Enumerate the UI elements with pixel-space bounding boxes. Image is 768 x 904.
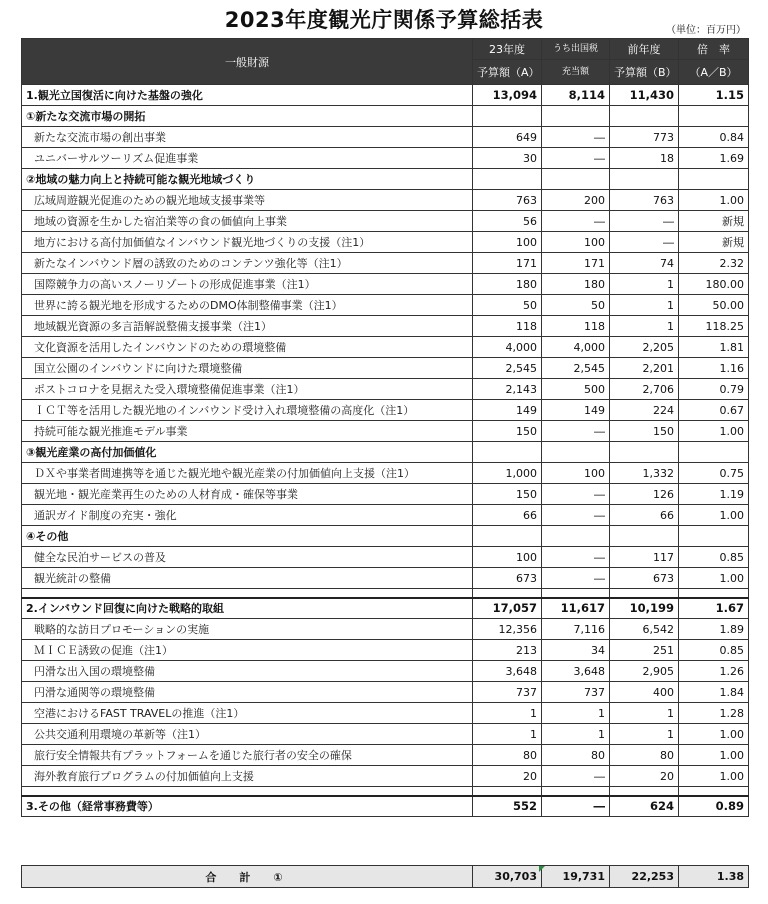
item-label: 地方における高付加価値なインバウンド観光地づくりの支援（注1） xyxy=(22,232,473,253)
departure-tax-amount: 737 xyxy=(542,682,610,703)
item-label: 新たなインバウンド層の誘致のためのコンテンツ強化等（注1） xyxy=(22,253,473,274)
fy23-budget: 80 xyxy=(473,745,542,766)
subsection-row xyxy=(22,106,749,127)
fy23-budget: 3,648 xyxy=(473,661,542,682)
prev-year-budget: 150 xyxy=(610,421,679,442)
departure-tax-amount: 7,116 xyxy=(542,619,610,640)
spacer-row xyxy=(22,589,749,598)
empty-cell xyxy=(473,526,542,547)
ratio: 1.00 xyxy=(679,190,749,211)
budget-table xyxy=(21,38,749,817)
prev-year-budget: 126 xyxy=(610,484,679,505)
subsection-label: ④その他 xyxy=(22,526,473,547)
item-label: 海外教育旅行プログラムの付加価値向上支援 xyxy=(22,766,473,787)
departure-tax-amount: 4,000 xyxy=(542,337,610,358)
item-label: 旅行安全情報共有プラットフォームを通じた旅行者の安全の確保 xyxy=(22,745,473,766)
header-fy23-bottom: 予算額（A） xyxy=(473,60,542,85)
ratio: 50.00 xyxy=(679,295,749,316)
prev-year-budget: 673 xyxy=(610,568,679,589)
empty-cell xyxy=(542,169,610,190)
ratio: 1.00 xyxy=(679,421,749,442)
prev-year-budget: 1,332 xyxy=(610,463,679,484)
departure-tax-amount: 11,617 xyxy=(542,598,610,619)
section-row xyxy=(22,598,749,619)
spacer-cell xyxy=(22,787,473,796)
departure-tax-amount: 1 xyxy=(542,703,610,724)
table-row xyxy=(22,190,749,211)
spacer-cell xyxy=(542,589,610,598)
prev-year-budget: 1 xyxy=(610,274,679,295)
prev-year-budget: 2,905 xyxy=(610,661,679,682)
departure-tax-amount: 171 xyxy=(542,253,610,274)
ratio: 1.28 xyxy=(679,703,749,724)
fy23-budget: 649 xyxy=(473,127,542,148)
empty-cell xyxy=(473,442,542,463)
fy23-budget: 180 xyxy=(473,274,542,295)
cell-comment-marker xyxy=(539,866,545,872)
departure-tax-amount: 34 xyxy=(542,640,610,661)
total-row xyxy=(22,866,749,888)
table-row xyxy=(22,463,749,484)
item-label: 広域周遊観光促進のための観光地域支援事業等 xyxy=(22,190,473,211)
table-row xyxy=(22,337,749,358)
prev-year-budget: 1 xyxy=(610,703,679,724)
section-row xyxy=(22,796,749,817)
spacer-cell xyxy=(473,787,542,796)
ratio: 180.00 xyxy=(679,274,749,295)
table-row xyxy=(22,619,749,640)
departure-tax-amount: ― xyxy=(542,505,610,526)
departure-tax-amount: ― xyxy=(542,211,610,232)
table-row xyxy=(22,766,749,787)
header-prev-top: 前年度 xyxy=(610,39,679,60)
header-general-fund: 一般財源 xyxy=(22,39,473,85)
total-ratio: 1.38 xyxy=(679,866,749,888)
departure-tax-amount: 1 xyxy=(542,724,610,745)
spacer-row xyxy=(22,787,749,796)
total-table xyxy=(21,865,749,888)
section-label: 2.インバウンド回復に向けた戦略的取組 xyxy=(22,598,473,619)
section-label: 3.その他（経常事務費等） xyxy=(22,796,473,817)
fy23-budget: 737 xyxy=(473,682,542,703)
departure-tax-amount: 100 xyxy=(542,463,610,484)
prev-year-budget: 11,430 xyxy=(610,85,679,106)
departure-tax-amount: 149 xyxy=(542,400,610,421)
total-fy23: 30,703 xyxy=(473,866,542,888)
spacer-cell xyxy=(22,589,473,598)
spacer-cell xyxy=(542,787,610,796)
fy23-budget: 213 xyxy=(473,640,542,661)
ratio: 1.00 xyxy=(679,568,749,589)
prev-year-budget: 400 xyxy=(610,682,679,703)
prev-year-budget: 18 xyxy=(610,148,679,169)
fy23-budget: 1,000 xyxy=(473,463,542,484)
table-row xyxy=(22,421,749,442)
fy23-budget: 118 xyxy=(473,316,542,337)
prev-year-budget: 2,706 xyxy=(610,379,679,400)
table-row xyxy=(22,640,749,661)
fy23-budget: 1 xyxy=(473,724,542,745)
ratio: 1.19 xyxy=(679,484,749,505)
section-row xyxy=(22,85,749,106)
departure-tax-amount: 118 xyxy=(542,316,610,337)
item-label: 世界に誇る観光地を形成するためのDMO体制整備事業（注1） xyxy=(22,295,473,316)
empty-cell xyxy=(679,442,749,463)
table-row xyxy=(22,547,749,568)
prev-year-budget: 2,201 xyxy=(610,358,679,379)
total-label: 合 計 ① xyxy=(22,866,473,888)
fy23-budget: 2,143 xyxy=(473,379,542,400)
prev-year-budget: 80 xyxy=(610,745,679,766)
fy23-budget: 552 xyxy=(473,796,542,817)
table-row xyxy=(22,682,749,703)
spacer-cell xyxy=(679,589,749,598)
header-tax-bottom: 充当額 xyxy=(542,60,610,85)
item-label: ユニバーサルツーリズム促進事業 xyxy=(22,148,473,169)
departure-tax-amount: 8,114 xyxy=(542,85,610,106)
ratio: 0.84 xyxy=(679,127,749,148)
subsection-label: ③観光産業の高付加価値化 xyxy=(22,442,473,463)
item-label: 公共交通利用環境の革新等（注1） xyxy=(22,724,473,745)
item-label: 空港におけるFAST TRAVELの推進（注1） xyxy=(22,703,473,724)
prev-year-budget: 1 xyxy=(610,316,679,337)
ratio: 2.32 xyxy=(679,253,749,274)
departure-tax-amount: ― xyxy=(542,421,610,442)
table-row xyxy=(22,745,749,766)
fy23-budget: 2,545 xyxy=(473,358,542,379)
fy23-budget: 50 xyxy=(473,295,542,316)
empty-cell xyxy=(610,106,679,127)
empty-cell xyxy=(679,169,749,190)
prev-year-budget: 20 xyxy=(610,766,679,787)
table-row xyxy=(22,211,749,232)
ratio: 新規 xyxy=(679,232,749,253)
table-row xyxy=(22,148,749,169)
item-label: 戦略的な訪日プロモーションの実施 xyxy=(22,619,473,640)
header-ratio-bottom: （A／B） xyxy=(679,60,749,85)
page-title: 2023年度観光庁関係予算総括表 xyxy=(224,8,544,32)
ratio: 1.81 xyxy=(679,337,749,358)
subsection-row xyxy=(22,442,749,463)
prev-year-budget: 74 xyxy=(610,253,679,274)
fy23-budget: 66 xyxy=(473,505,542,526)
section-label: 1.観光立国復活に向けた基盤の強化 xyxy=(22,85,473,106)
departure-tax-amount: ― xyxy=(542,484,610,505)
ratio: 1.00 xyxy=(679,505,749,526)
fy23-budget: 673 xyxy=(473,568,542,589)
fy23-budget: 763 xyxy=(473,190,542,211)
item-label: 国立公園のインバウンドに向けた環境整備 xyxy=(22,358,473,379)
subsection-label: ①新たな交流市場の開拓 xyxy=(22,106,473,127)
ratio: 0.89 xyxy=(679,796,749,817)
prev-year-budget: 1 xyxy=(610,724,679,745)
empty-cell xyxy=(610,526,679,547)
departure-tax-amount: ― xyxy=(542,127,610,148)
table-row xyxy=(22,505,749,526)
prev-year-budget: 224 xyxy=(610,400,679,421)
empty-cell xyxy=(542,526,610,547)
item-label: 健全な民泊サービスの普及 xyxy=(22,547,473,568)
ratio: 1.15 xyxy=(679,85,749,106)
fy23-budget: 4,000 xyxy=(473,337,542,358)
item-label: 観光統計の整備 xyxy=(22,568,473,589)
ratio: 1.84 xyxy=(679,682,749,703)
table-row xyxy=(22,703,749,724)
prev-year-budget: 251 xyxy=(610,640,679,661)
ratio: 0.85 xyxy=(679,640,749,661)
table-row xyxy=(22,253,749,274)
fy23-budget: 149 xyxy=(473,400,542,421)
total-tax: 19,731 xyxy=(542,866,610,888)
table-row xyxy=(22,274,749,295)
table-row xyxy=(22,232,749,253)
ratio: 1.16 xyxy=(679,358,749,379)
fy23-budget: 100 xyxy=(473,547,542,568)
prev-year-budget: 10,199 xyxy=(610,598,679,619)
prev-year-budget: 6,542 xyxy=(610,619,679,640)
prev-year-budget: 2,205 xyxy=(610,337,679,358)
departure-tax-amount: ― xyxy=(542,766,610,787)
fy23-budget: 12,356 xyxy=(473,619,542,640)
departure-tax-amount: 200 xyxy=(542,190,610,211)
departure-tax-amount: 2,545 xyxy=(542,358,610,379)
prev-year-budget: ― xyxy=(610,232,679,253)
fy23-budget: 13,094 xyxy=(473,85,542,106)
table-row xyxy=(22,358,749,379)
fy23-budget: 100 xyxy=(473,232,542,253)
spacer-cell xyxy=(679,787,749,796)
header-ratio-top: 倍 率 xyxy=(679,39,749,60)
item-label: 新たな交流市場の創出事業 xyxy=(22,127,473,148)
ratio: 1.26 xyxy=(679,661,749,682)
ratio: 0.85 xyxy=(679,547,749,568)
item-label: 通訳ガイド制度の充実・強化 xyxy=(22,505,473,526)
fy23-budget: 150 xyxy=(473,484,542,505)
header-tax-top: うち出国税 xyxy=(542,39,610,60)
empty-cell xyxy=(542,106,610,127)
empty-cell xyxy=(679,106,749,127)
total-prev: 22,253 xyxy=(610,866,679,888)
prev-year-budget: 763 xyxy=(610,190,679,211)
header-row xyxy=(22,39,749,60)
prev-year-budget: 624 xyxy=(610,796,679,817)
fy23-budget: 17,057 xyxy=(473,598,542,619)
header-fy23-top: 23年度 xyxy=(473,39,542,60)
item-label: 持続可能な観光推進モデル事業 xyxy=(22,421,473,442)
item-label: 円滑な出入国の環境整備 xyxy=(22,661,473,682)
ratio: 0.79 xyxy=(679,379,749,400)
empty-cell xyxy=(542,442,610,463)
subsection-label: ②地域の魅力向上と持続可能な観光地域づくり xyxy=(22,169,473,190)
fy23-budget: 56 xyxy=(473,211,542,232)
table-row xyxy=(22,400,749,421)
spacer-cell xyxy=(473,589,542,598)
fy23-budget: 171 xyxy=(473,253,542,274)
table-row xyxy=(22,484,749,505)
header-prev-bottom: 予算額（B） xyxy=(610,60,679,85)
item-label: ＤＸや事業者間連携等を通じた観光地や観光産業の付加価値向上支援（注1） xyxy=(22,463,473,484)
ratio: 新規 xyxy=(679,211,749,232)
item-label: 地域の資源を生かした宿泊業等の食の価値向上事業 xyxy=(22,211,473,232)
ratio: 0.75 xyxy=(679,463,749,484)
item-label: 国際競争力の高いスノーリゾートの形成促進事業（注1） xyxy=(22,274,473,295)
item-label: 文化資源を活用したインバウンドのための環境整備 xyxy=(22,337,473,358)
table-row xyxy=(22,724,749,745)
empty-cell xyxy=(679,526,749,547)
empty-cell xyxy=(473,169,542,190)
departure-tax-amount: 500 xyxy=(542,379,610,400)
departure-tax-amount: ― xyxy=(542,796,610,817)
departure-tax-amount: ― xyxy=(542,148,610,169)
empty-cell xyxy=(473,106,542,127)
spacer-cell xyxy=(610,589,679,598)
table-row xyxy=(22,316,749,337)
fy23-budget: 30 xyxy=(473,148,542,169)
departure-tax-amount: 50 xyxy=(542,295,610,316)
unit-note: （単位：百万円） xyxy=(666,25,746,36)
empty-cell xyxy=(610,442,679,463)
fy23-budget: 20 xyxy=(473,766,542,787)
prev-year-budget: 117 xyxy=(610,547,679,568)
ratio: 1.89 xyxy=(679,619,749,640)
departure-tax-amount: ― xyxy=(542,568,610,589)
item-label: 観光地・観光産業再生のための人材育成・確保等事業 xyxy=(22,484,473,505)
prev-year-budget: 1 xyxy=(610,295,679,316)
spacer-cell xyxy=(610,787,679,796)
ratio: 1.00 xyxy=(679,766,749,787)
prev-year-budget: 773 xyxy=(610,127,679,148)
item-label: ＭＩＣＥ誘致の促進（注1） xyxy=(22,640,473,661)
table-row xyxy=(22,379,749,400)
prev-year-budget: ― xyxy=(610,211,679,232)
table-row xyxy=(22,127,749,148)
departure-tax-amount: 180 xyxy=(542,274,610,295)
ratio: 1.00 xyxy=(679,745,749,766)
fy23-budget: 1 xyxy=(473,703,542,724)
fy23-budget: 150 xyxy=(473,421,542,442)
ratio: 0.67 xyxy=(679,400,749,421)
ratio: 118.25 xyxy=(679,316,749,337)
item-label: 地域観光資源の多言語解説整備支援事業（注1） xyxy=(22,316,473,337)
item-label: ＩＣＴ等を活用した観光地のインバウンド受け入れ環境整備の高度化（注1） xyxy=(22,400,473,421)
ratio: 1.67 xyxy=(679,598,749,619)
item-label: ポストコロナを見据えた受入環境整備促進事業（注1） xyxy=(22,379,473,400)
table-row xyxy=(22,661,749,682)
empty-cell xyxy=(610,169,679,190)
departure-tax-amount: 100 xyxy=(542,232,610,253)
departure-tax-amount: 3,648 xyxy=(542,661,610,682)
subsection-row xyxy=(22,169,749,190)
subsection-row xyxy=(22,526,749,547)
ratio: 1.69 xyxy=(679,148,749,169)
table-row xyxy=(22,295,749,316)
departure-tax-amount: 80 xyxy=(542,745,610,766)
ratio: 1.00 xyxy=(679,724,749,745)
item-label: 円滑な通関等の環境整備 xyxy=(22,682,473,703)
table-row xyxy=(22,568,749,589)
prev-year-budget: 66 xyxy=(610,505,679,526)
departure-tax-amount: ― xyxy=(542,547,610,568)
